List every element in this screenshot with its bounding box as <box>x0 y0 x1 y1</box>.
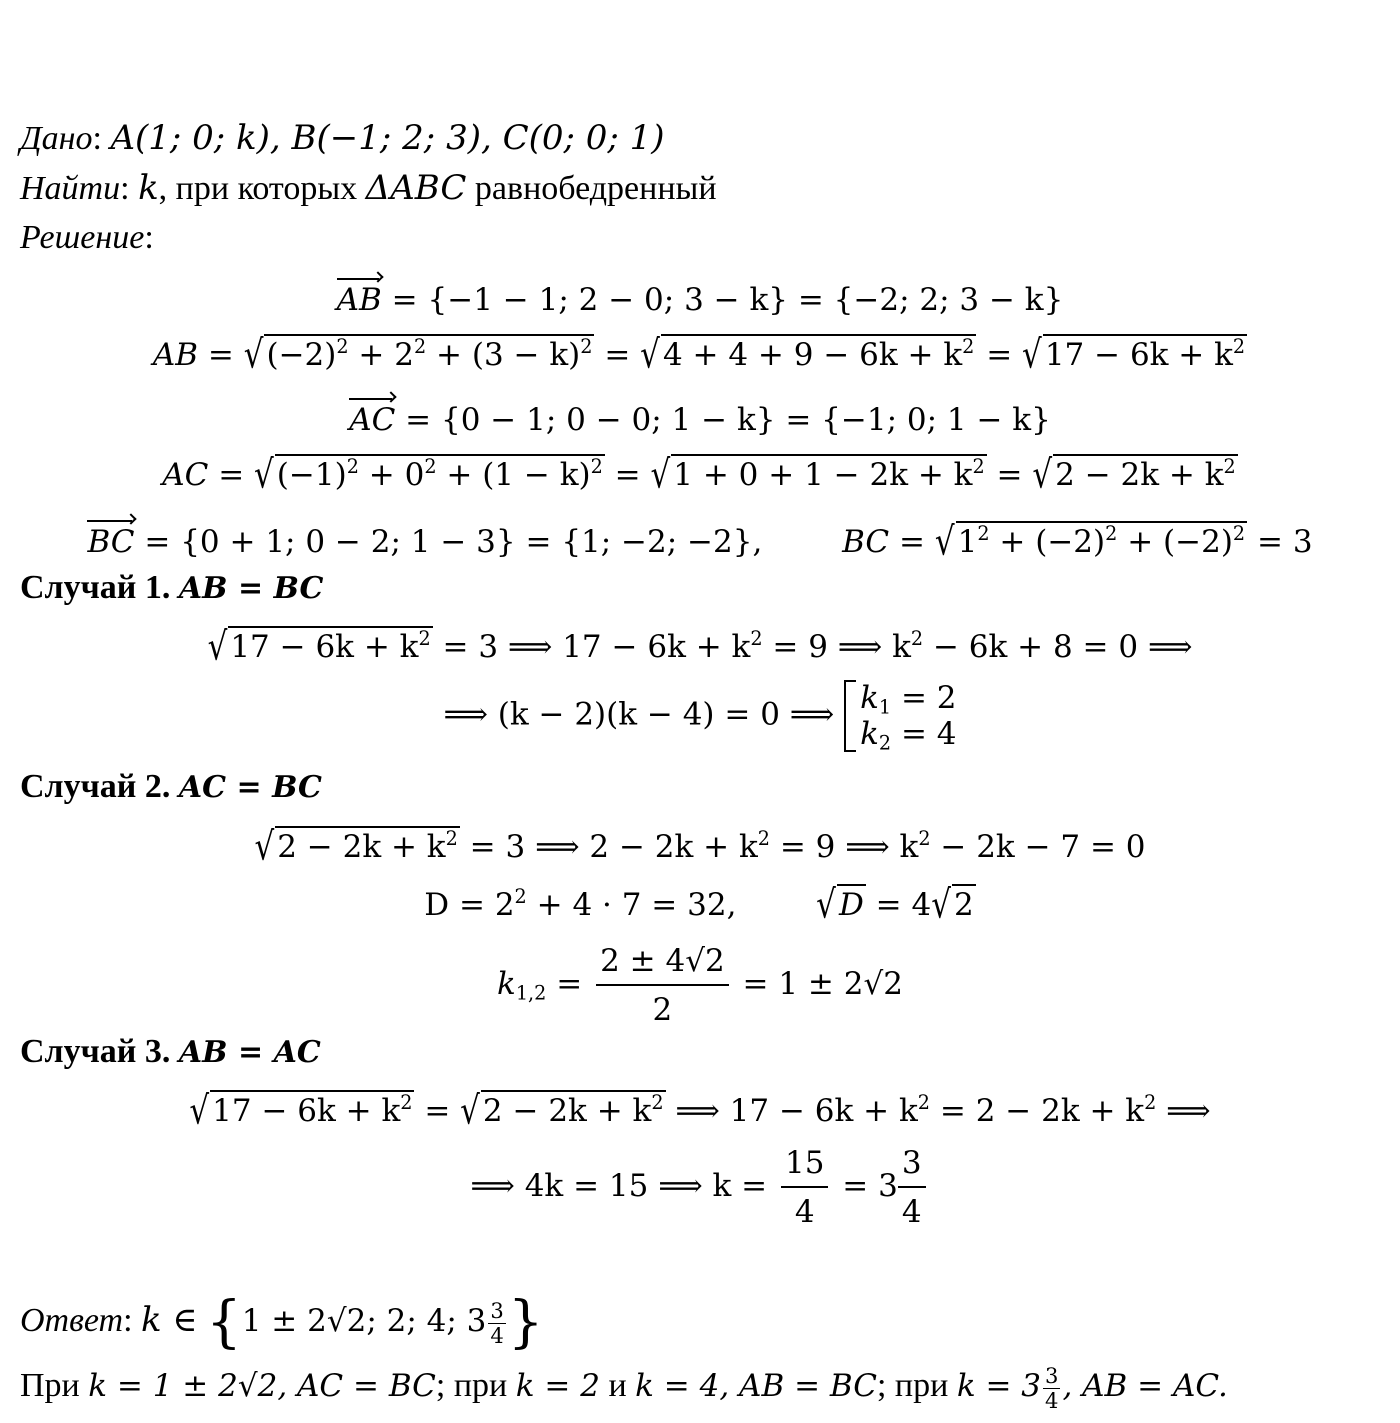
case1-title: Случай 1. <box>20 569 171 606</box>
ac-vector-symbol: AC <box>349 394 395 440</box>
answer-line: Ответ: k ∈ {1 ± 2√2; 2; 4; 3 $\frac{3}{4}$ } <box>20 1290 544 1356</box>
find-text2: равнобедренный <box>466 170 717 207</box>
bc-length-radical: $√1^2 + (-2)^2 + (-2)^2$ <box>934 519 1246 565</box>
solution-label-line: Решение: <box>20 219 154 256</box>
case3-title: Случай 3. <box>20 1033 171 1070</box>
case3-mixed-fraction: $\frac{3}{4}$ <box>898 1140 926 1236</box>
find-line: Найти: k, при которых ΔABC равнобедренный <box>20 168 717 208</box>
case1-heading <box>20 568 323 609</box>
ab-length-line: AB = $√(-2)^2 + 2^2 + (3 - k)^2 = √4 + 4 + 9 - 6k + k^2 = √17 - 6k + k^2$ <box>152 332 1246 378</box>
case1-root2: = 4 <box>900 716 957 752</box>
find-var: k <box>138 168 159 208</box>
ab-length-radical-3: $√17 - 6k + k^2$ <box>1022 332 1246 378</box>
find-triangle: ΔABC <box>365 168 467 208</box>
case2-heading <box>20 767 322 808</box>
bc-line: BC = {0 + 1; 0 − 2; 1 − 3} = {1; −2; −2}, BC = $√1^2 + (-2)^2 + (-2)^2 = 3$ <box>0 516 1400 562</box>
ab-length-radical-1: $√(-2)^2 + 2^2 + (3 - k)^2$ <box>243 332 593 378</box>
ac-vector-value: {0 − 1; 0 − 0; 1 − k} = {−1; 0; 1 − k} <box>440 402 1051 438</box>
given-line: Дано: A(1; 0; k), B(−1; 2; 3), C(0; 0; 1) <box>20 118 665 158</box>
case2-title: Случай 2. <box>20 768 171 805</box>
ab-vector-symbol: AB <box>337 274 382 320</box>
case2-discriminant: $D = 2^2 + 4 \cdot 7 = 32$, √D = 4√2 <box>424 882 974 928</box>
case3-fraction: $\frac{15}{4}$ <box>781 1140 828 1236</box>
find-text1: , при которых <box>158 170 366 207</box>
case3-heading <box>20 1032 321 1073</box>
ac-length-radical-3: $√2 - 2k + k^2$ <box>1032 452 1236 498</box>
case1-line1: $√17 - 6k + k^2 = 3$ ⟹ $17 - 6k + k^2 = 9$ ⟹ $k^2 - 6k + 8 = 0$ ⟹ <box>207 624 1193 670</box>
case3-line2: ⟹ 4k = 15 ⟹ k = $\frac{15}{4}$ = 3 $\frac{3}{4}$ <box>0 1138 1400 1236</box>
case2-roots: $k_{1,2}$ = $\frac{2 \pm 4√2}{2}$ = 1 ± 2√2 <box>0 936 1400 1034</box>
case1-condition: AB = BC <box>178 571 324 606</box>
bc-vector-value: {0 + 1; 0 − 2; 1 − 3} = {1; −2; −2}, <box>180 524 763 560</box>
ac-length-line: AC = $√(-1)^2 + 0^2 + (1 - k)^2 = √1 + 0 + 1 - 2k + k^2 = √2 - 2k + k^2$ <box>162 452 1236 498</box>
case2-line1: $√2 - 2k + k^2 = 3$ ⟹ $2 - 2k + k^2 = 9$ ⟹ $k^2 - 2k - 7 = 0$ <box>254 824 1146 870</box>
ac-length-radical-1: $√(-1)^2 + 0^2 + (1 - k)^2$ <box>254 452 603 498</box>
case1-line2: ⟹ (k − 2)(k − 4) = 0 ⟹ $k_1 = 2$ $k_2 = 4$ <box>443 680 957 755</box>
case3-line1: $√17 - 6k + k^2 = √2 - 2k + k^2$ ⟹ $17 - 6k + k^2 = 2 - 2k + k^2$ ⟹ <box>189 1088 1211 1134</box>
answer-set: 1 ± 2√2; 2; 4; 3 <box>241 1303 487 1339</box>
find-label: Найти <box>20 170 121 207</box>
ab-vector-value: {−1 − 1; 2 − 0; 3 − k} = {−2; 2; 3 − k} <box>427 282 1064 318</box>
ab-length-radical-2: $√4 + 4 + 9 - 6k + k^2$ <box>640 332 975 378</box>
case1-root1: = 2 <box>900 680 957 716</box>
given-points: A(1; 0; k), B(−1; 2; 3), C(0; 0; 1) <box>110 118 665 158</box>
case2-root-fraction: $\frac{2 \pm 4√2}{2}$ <box>596 938 729 1034</box>
case3-condition: AB = AC <box>178 1035 321 1070</box>
bc-vector-symbol: BC <box>87 516 134 562</box>
case2-condition: AC = BC <box>178 770 322 805</box>
final-line: При k = 1 ± 2√2, AC = BC; при k = 2 и k = 4, AB = BC; при k = 3 $\frac{3}{4}$ , AB = AC. <box>20 1362 1228 1413</box>
given-label: Дано <box>20 120 93 157</box>
case1-bracket <box>844 680 856 752</box>
ab-vector-line: AB = {−1 − 1; 2 − 0; 3 − k} = {−2; 2; 3 − k} <box>0 274 1400 320</box>
ac-vector-line: AC = {0 − 1; 0 − 0; 1 − k} = {−1; 0; 1 − k} <box>0 394 1400 440</box>
ac-length-radical-2: $√1 + 0 + 1 - 2k + k^2$ <box>650 452 985 498</box>
solution-label: Решение <box>20 219 145 256</box>
answer-label: Ответ <box>20 1302 124 1339</box>
